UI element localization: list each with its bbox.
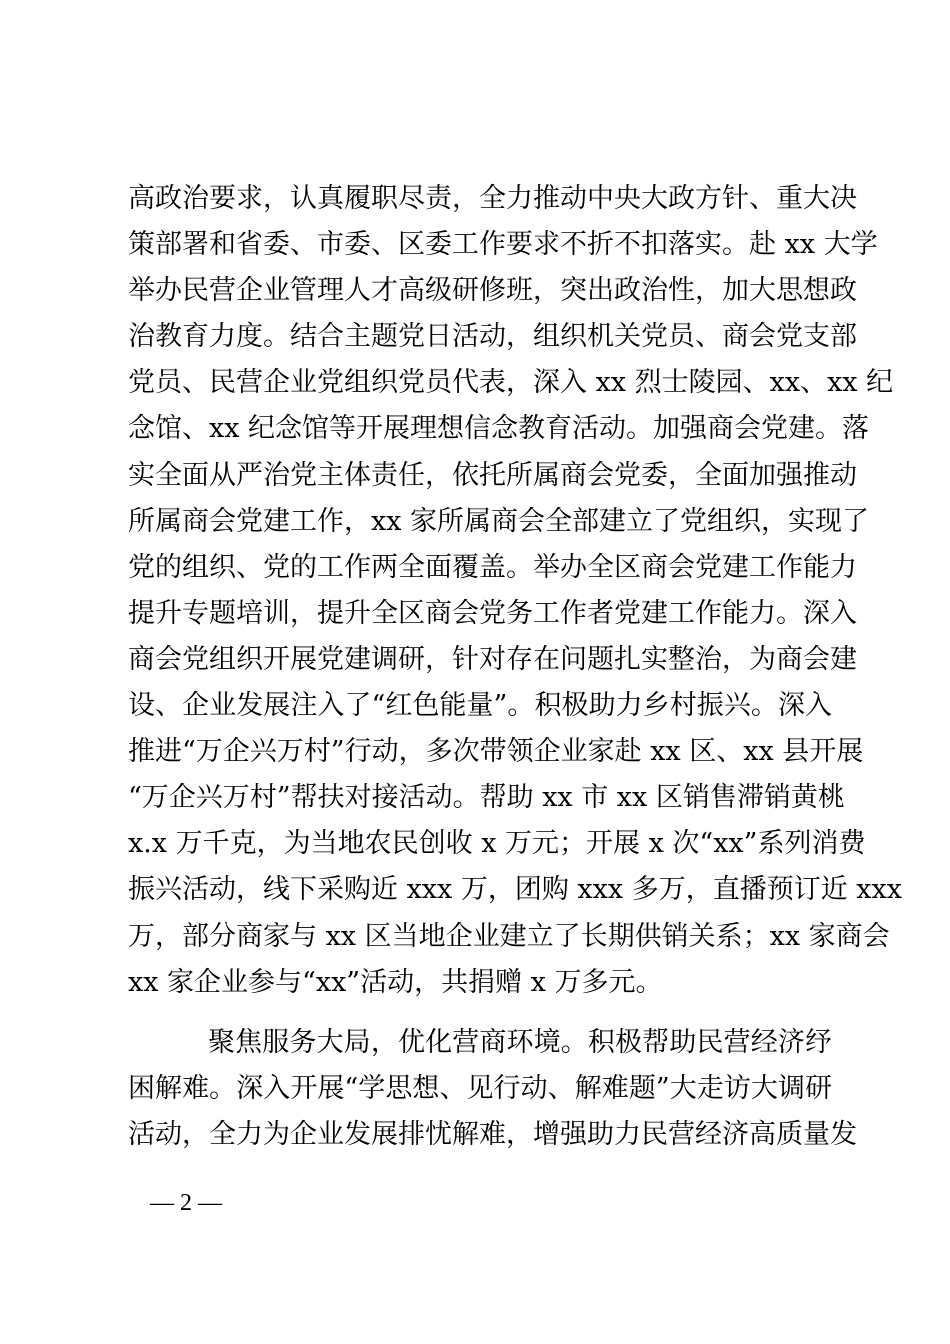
paragraph-2 [128,1020,857,1158]
text-line: 举办民营企业管理人才高级研修班，突出政治性，加大思想政 [128,275,857,307]
text-line: 党员、民营企业党组织党员代表，深入 xx 烈士陵园、xx、xx 纪 [128,367,894,399]
paragraph-1 [128,176,902,1006]
text-line: 所属商会党建工作，xx 家所属商会全部建立了党组织，实现了 [128,505,870,537]
text-line: 设、企业发展注入了“红色能量”。积极助力乡村振兴。深入 [128,690,832,722]
text-line: “万企兴万村”帮扶对接活动。帮助 xx 市 xx 区销售滞销黄桃 [128,782,845,814]
text-line: 策部署和省委、市委、区委工作要求不折不扣落实。赴 xx 大学 [128,229,878,261]
text-line: 活动，全力为企业发展排忧解难，增强助力民营经济高质量发 [128,1118,857,1150]
text-line: 困解难。深入开展“学思想、见行动、解难题”大走访大调研 [128,1072,832,1104]
text-line: 高政治要求，认真履职尽责，全力推动中央大政方针、重大决 [128,183,857,214]
paragraph-gap [128,1006,832,1020]
text-line: 商会党组织开展党建调研，针对存在问题扎实整治，为商会建 [128,643,857,675]
text-line: 治教育力度。结合主题党日活动，组织机关党员、商会党支部 [128,321,857,353]
text-line: 党的组织、党的工作两全面覆盖。举办全区商会党建工作能力 [128,551,857,583]
page-number: — 2 — [150,1190,222,1216]
text-line: 万，部分商家与 xx 区当地企业建立了长期供销关系；xx 家商会 [128,920,890,952]
text-line: 推进“万企兴万村”行动，多次带领企业家赴 xx 区、xx 县开展 [128,736,864,768]
text-line: 聚焦服务大局，优化营商环境。积极帮助民营经济纾 [208,1026,832,1058]
body-text [128,176,902,1158]
text-line: xx 家企业参与“xx”活动，共捐赠 x 万多元。 [128,966,663,998]
text-line: 振兴活动，线下采购近 xxx 万，团购 xxx 多万，直播预订近 xxx [128,874,902,906]
text-line: 念馆、xx 纪念馆等开展理想信念教育活动。加强商会党建。落 [128,413,870,445]
text-line: x.x 万千克，为当地农民创收 x 万元；开展 x 次“xx”系列消费 [128,828,866,860]
text-line: 实全面从严治党主体责任，依托所属商会党委，全面加强推动 [128,459,857,491]
text-line: 提升专题培训，提升全区商会党务工作者党建工作能力。深入 [128,597,857,629]
